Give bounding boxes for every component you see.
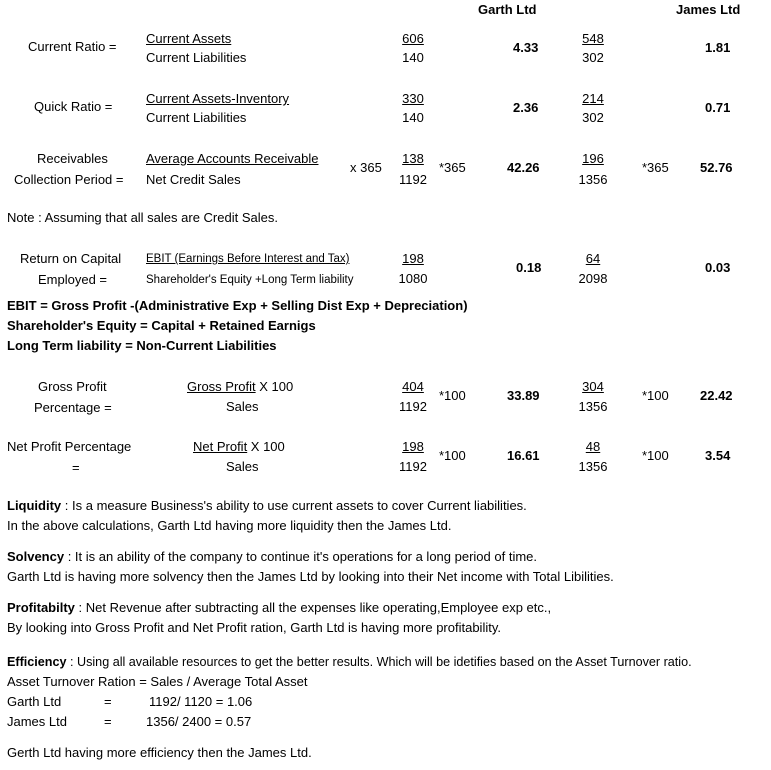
liquidity-conclusion: In the above calculations, Garth Ltd having more liquidity then the James Ltd. bbox=[7, 518, 452, 533]
roce-label-line2: Employed = bbox=[38, 272, 108, 287]
net-profit-garth-result: 16.61 bbox=[507, 448, 540, 463]
net-profit-numerator bbox=[193, 439, 285, 455]
james-header: James Ltd bbox=[676, 2, 741, 17]
receivables-numerator: Average Accounts Receivable bbox=[146, 151, 319, 166]
quick-ratio-garth-num: 330 bbox=[402, 91, 424, 106]
current-ratio-james-result: 1.81 bbox=[705, 40, 731, 55]
efficiency-definition bbox=[7, 654, 692, 670]
receivables-garth-result: 42.26 bbox=[507, 160, 540, 175]
efficiency-james-calc: 1356/ 2400 = 0.57 bbox=[146, 714, 252, 729]
gross-profit-denominator: Sales bbox=[226, 399, 259, 414]
net-profit-label-line2: = bbox=[72, 460, 80, 475]
receivables-james-mult: *365 bbox=[642, 160, 669, 175]
liquidity-term: Liquidity bbox=[7, 498, 62, 513]
roce-numerator: EBIT (Earnings Before Interest and Tax) bbox=[146, 253, 350, 265]
profitability-def-text: : Net Revenue after subtracting all the expenses like operating,Employee exp etc., bbox=[74, 600, 552, 615]
roce-james-den: 2098 bbox=[578, 271, 608, 286]
liquidity-definition bbox=[7, 498, 527, 514]
roce-denominator: Shareholder's Equity +Long Term liability bbox=[146, 274, 354, 286]
profitability-conclusion: By looking into Gross Profit and Net Profit ration, Garth Ltd is having more profitability. bbox=[7, 620, 501, 635]
efficiency-def-text: : Using all available resources to get the better results. Which will be idetifies based on the Asset Turnover ratio. bbox=[66, 655, 692, 669]
gross-profit-label-line2: Percentage = bbox=[34, 400, 112, 415]
profitability-definition bbox=[7, 600, 551, 616]
current-ratio-garth-num: 606 bbox=[402, 31, 424, 46]
efficiency-garth-label: Garth Ltd bbox=[7, 694, 62, 709]
current-ratio-garth-result: 4.33 bbox=[513, 40, 539, 55]
quick-ratio-james-num: 214 bbox=[582, 91, 604, 106]
current-ratio-label: Current Ratio = bbox=[28, 39, 117, 54]
roce-james-num: 64 bbox=[585, 251, 601, 266]
gross-profit-garth-result: 33.89 bbox=[507, 388, 540, 403]
quick-ratio-garth-den: 140 bbox=[402, 110, 424, 125]
gross-profit-james-den: 1356 bbox=[578, 399, 608, 414]
gross-profit-label-line1: Gross Profit bbox=[38, 379, 107, 394]
profitability-term: Profitabilty bbox=[7, 600, 75, 615]
asset-turnover-formula: Asset Turnover Ration = Sales / Average Total Asset bbox=[7, 674, 308, 689]
quick-ratio-james-den: 302 bbox=[582, 110, 604, 125]
ebit-definition: EBIT = Gross Profit -(Administrative Exp + Selling Dist Exp + Depreciation) bbox=[7, 298, 468, 313]
net-profit-james-num: 48 bbox=[585, 439, 601, 454]
receivables-label-line2: Collection Period = bbox=[14, 172, 124, 187]
receivables-garth-mult: *365 bbox=[439, 160, 466, 175]
net-profit-james-mult: *100 bbox=[642, 448, 669, 463]
gross-profit-numerator bbox=[187, 379, 293, 395]
current-ratio-garth-den: 140 bbox=[402, 50, 424, 65]
efficiency-james-label: James Ltd bbox=[7, 714, 67, 729]
liquidity-def-text: : Is a measure Business's ability to use current assets to cover Current liabilities. bbox=[61, 498, 527, 513]
roce-garth-den: 1080 bbox=[398, 271, 428, 286]
net-profit-numerator-mult: X 100 bbox=[247, 439, 285, 454]
current-ratio-james-num: 548 bbox=[582, 31, 604, 46]
gross-profit-garth-mult: *100 bbox=[439, 388, 466, 403]
net-profit-garth-den: 1192 bbox=[399, 459, 427, 474]
solvency-def-text: : It is an ability of the company to continue it's operations for a long period of time. bbox=[64, 549, 538, 564]
efficiency-garth-equals: = bbox=[104, 694, 112, 709]
receivables-james-num: 196 bbox=[582, 151, 604, 166]
net-profit-numerator-term: Net Profit bbox=[193, 439, 248, 454]
efficiency-term: Efficiency bbox=[7, 655, 67, 669]
current-ratio-numerator: Current Assets bbox=[146, 31, 232, 46]
efficiency-garth-calc: 1192/ 1120 = 1.06 bbox=[149, 694, 253, 709]
net-profit-garth-num: 198 bbox=[402, 439, 424, 454]
net-profit-garth-mult: *100 bbox=[439, 448, 466, 463]
gross-profit-james-result: 22.42 bbox=[700, 388, 733, 403]
solvency-definition bbox=[7, 549, 537, 565]
current-ratio-denominator: Current Liabilities bbox=[146, 50, 247, 65]
solvency-term: Solvency bbox=[7, 549, 65, 564]
gross-profit-numerator-mult: X 100 bbox=[255, 379, 294, 394]
gross-profit-james-mult: *100 bbox=[642, 388, 669, 403]
equity-definition: Shareholder's Equity = Capital + Retained Earnigs bbox=[7, 318, 316, 333]
garth-header: Garth Ltd bbox=[478, 2, 537, 17]
quick-ratio-denominator: Current Liabilities bbox=[146, 110, 247, 125]
net-profit-denominator: Sales bbox=[226, 459, 259, 474]
liability-definition: Long Term liability = Non-Current Liabilities bbox=[7, 338, 277, 353]
receivables-multiplier: x 365 bbox=[350, 160, 382, 175]
gross-profit-garth-num: 404 bbox=[402, 379, 424, 394]
current-ratio-james-den: 302 bbox=[582, 50, 604, 65]
quick-ratio-numerator: Current Assets-Inventory bbox=[146, 91, 290, 106]
efficiency-conclusion: Gerth Ltd having more efficiency then the James Ltd. bbox=[7, 745, 312, 760]
roce-label-line1: Return on Capital bbox=[20, 251, 122, 266]
credit-sales-note: Note : Assuming that all sales are Credit Sales. bbox=[7, 210, 278, 225]
receivables-label-line1: Receivables bbox=[37, 151, 108, 166]
receivables-garth-num: 138 bbox=[402, 151, 424, 166]
net-profit-label-line1: Net Profit Percentage bbox=[7, 439, 132, 454]
roce-james-result: 0.03 bbox=[705, 260, 731, 275]
quick-ratio-garth-result: 2.36 bbox=[513, 100, 539, 115]
receivables-garth-den: 1192 bbox=[399, 172, 427, 187]
receivables-james-result: 52.76 bbox=[700, 160, 733, 175]
gross-profit-numerator-term: Gross Profit bbox=[187, 379, 256, 394]
quick-ratio-james-result: 0.71 bbox=[705, 100, 731, 115]
roce-garth-result: 0.18 bbox=[516, 260, 542, 275]
receivables-james-den: 1356 bbox=[578, 172, 608, 187]
net-profit-james-den: 1356 bbox=[578, 459, 608, 474]
efficiency-james-equals: = bbox=[104, 714, 112, 729]
net-profit-james-result: 3.54 bbox=[705, 448, 731, 463]
gross-profit-garth-den: 1192 bbox=[399, 399, 427, 414]
solvency-conclusion: Garth Ltd is having more solvency then the James Ltd by looking into their Net income with Total Libilities. bbox=[7, 569, 614, 584]
roce-garth-num: 198 bbox=[402, 251, 424, 266]
receivables-denominator: Net Credit Sales bbox=[146, 172, 241, 187]
gross-profit-james-num: 304 bbox=[582, 379, 604, 394]
quick-ratio-label: Quick Ratio = bbox=[34, 99, 113, 114]
